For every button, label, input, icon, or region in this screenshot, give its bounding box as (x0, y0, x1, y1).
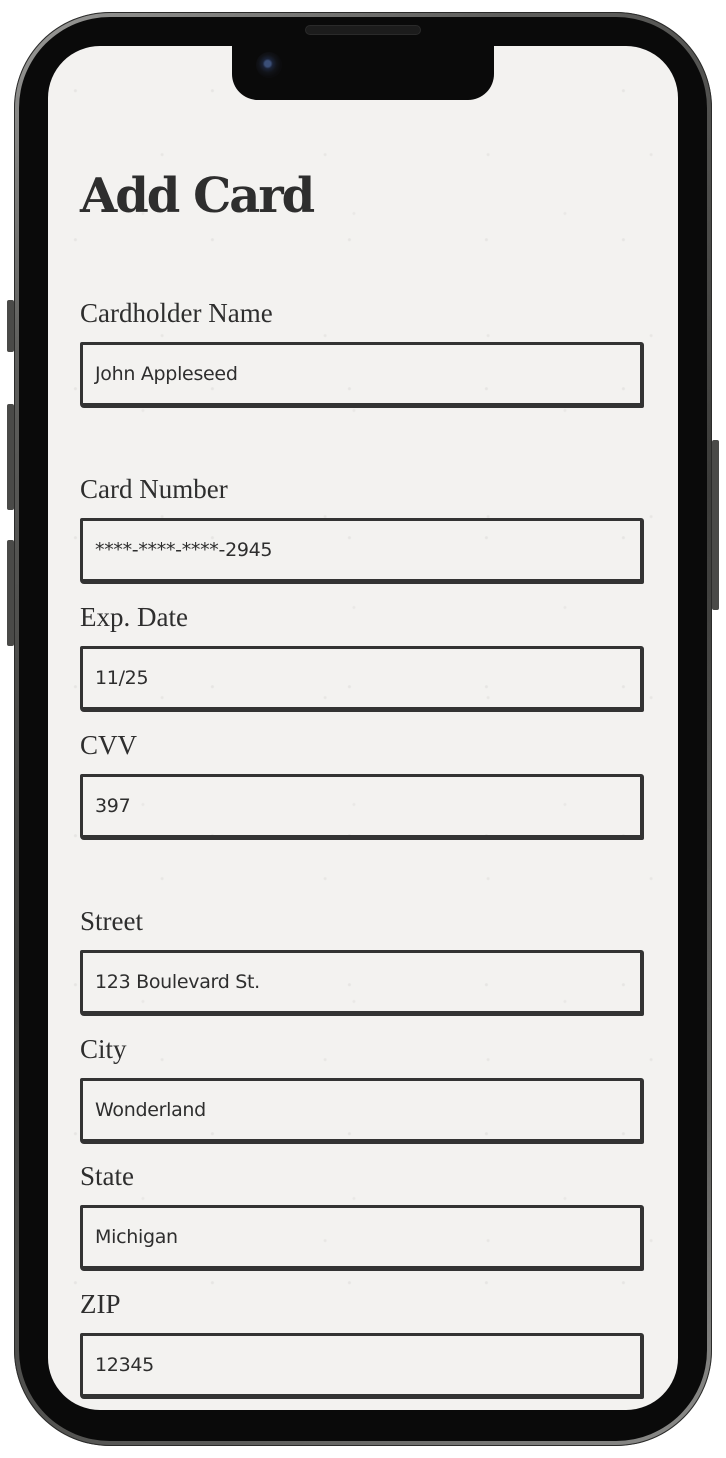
street-value: 123 Boulevard St. (95, 971, 260, 993)
city-field[interactable] (80, 1078, 644, 1144)
card-number-field[interactable] (80, 518, 644, 584)
cvv-label: CVV (80, 730, 138, 760)
zip-value: 12345 (95, 1354, 154, 1376)
cardholder-name-field[interactable] (80, 342, 644, 408)
zip-field[interactable] (80, 1333, 644, 1399)
front-camera-icon (256, 52, 282, 78)
cvv-field[interactable] (80, 774, 644, 840)
card-number-value: ****-****-****-2945 (95, 539, 273, 561)
state-label: State (80, 1161, 134, 1191)
page-title: Add Card (80, 168, 314, 224)
zip-label: ZIP (80, 1289, 121, 1319)
cardholder-name-label: Cardholder Name (80, 298, 273, 328)
card-number-label: Card Number (80, 474, 228, 504)
city-label: City (80, 1034, 127, 1064)
state-field[interactable] (80, 1205, 644, 1271)
volume-up-button (7, 404, 14, 510)
exp-date-field[interactable] (80, 646, 644, 712)
silent-switch (7, 300, 14, 352)
exp-date-label: Exp. Date (80, 602, 188, 632)
street-field[interactable] (80, 950, 644, 1016)
street-label: Street (80, 906, 143, 936)
state-value: Michigan (95, 1226, 178, 1248)
cvv-value: 397 (95, 795, 131, 817)
volume-down-button (7, 540, 14, 646)
screen (48, 46, 678, 1410)
power-button (712, 440, 719, 610)
exp-date-value: 11/25 (95, 667, 149, 689)
cardholder-name-value: John Appleseed (95, 363, 238, 385)
earpiece-speaker (305, 25, 421, 35)
city-value: Wonderland (95, 1099, 206, 1121)
